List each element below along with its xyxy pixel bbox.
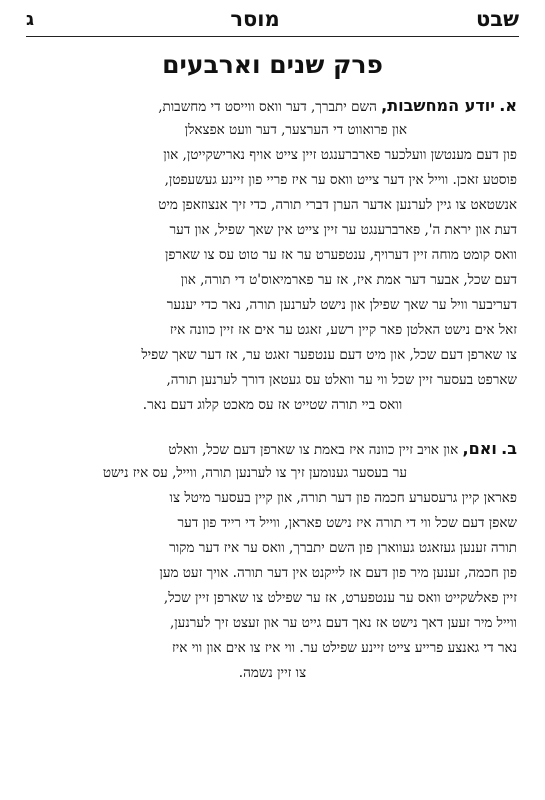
paragraph-line: דעם שכל, אבער דער אמת איז, אז ער פארמיאוס'ט די תורה, און bbox=[180, 272, 517, 288]
paragraph-line: דעת און יראת ה', פארברענגט ער זיין צייט אין שאך שפיל, און דער bbox=[169, 222, 517, 238]
paragraph-b bbox=[28, 436, 517, 686]
paragraph-line: דעריבער וויל ער שאך שפילן און נישט לערנען תורה, נאר כדי יענער bbox=[166, 297, 517, 313]
paragraph-line: נאר די גאנצע פרייע צייט זיינע שפילט ער. ווי איז צו אים און ווי איז bbox=[172, 640, 517, 656]
paragraph-line: ווייל מיר זעען דאך נישט אז נאך דעם גייט ער און זעצט זיך לערנען, bbox=[169, 615, 517, 631]
running-head-section: מוסר bbox=[230, 7, 280, 31]
header-rule bbox=[26, 36, 519, 37]
chapter-title: פרק שנים וארבעים bbox=[162, 50, 383, 79]
paragraph-line: צו שארפן דעם שכל, און מיט דעם ענטפער זאגט ער, אז דער שאך שפיל bbox=[141, 347, 517, 363]
running-head-title: שבט bbox=[476, 7, 519, 31]
paragraph-line bbox=[28, 93, 517, 118]
paragraph-line: צו זיין נשמה. bbox=[238, 665, 307, 681]
paragraph-line: פון דעם מענטשן וועלכער פארברענגט זיין צייט אויף נארישקייטן, און bbox=[163, 147, 517, 163]
paragraph-line: און פרואווט די הערצער, דער וועט אפצאלן bbox=[184, 122, 407, 138]
paragraph-line bbox=[28, 436, 517, 461]
paragraph-line: שארפט בעסער זיין שכל ווי ער וואלט עס געטאן דורך לערנען תורה, bbox=[166, 372, 517, 388]
paragraph-line: פאראן קיין גרעסערע חכמה פון דער תורה, און קיין בעסער מיטל צו bbox=[169, 490, 517, 506]
paragraph-line: אנשטאט צו גיין לערנען אדער הערן דברי תורה, כדי זיך אנצוזאפן מיט bbox=[158, 197, 517, 213]
paragraph-line: פוסטע זאכן. ווייל אין דער צייט וואס ער איז פריי פון זיינע געשעפטן, bbox=[164, 172, 517, 188]
paragraph-keyword: ואם, bbox=[462, 439, 497, 458]
paragraph-line: זאל אים נישט האלטן פאר קיין רשע, זאגט ער אים אז זיין כוונה איז bbox=[169, 322, 517, 338]
paragraph-line: זיין פאלשקייט וואס ער ענטפערט, אז ער שפילט צו שארפן זיין שכל, bbox=[163, 590, 517, 606]
paragraph-line: שאפן דעם שכל ווי די תורה איז נישט פאראן, ווייל די רייד פון דער bbox=[177, 515, 517, 531]
paragraph-marker: א. bbox=[499, 96, 517, 115]
paragraph-line: פון חכמה, זענען מיר פון דעם אז לייקנט אין דער תורה. אויך זעט מען bbox=[159, 565, 517, 581]
running-head bbox=[26, 4, 519, 34]
line-text: השם יתברך, דער וואס ווייסט די מחשבות, bbox=[158, 99, 377, 115]
paragraph-marker: ב. bbox=[501, 439, 517, 458]
page-number: ג bbox=[26, 8, 35, 30]
paragraph-a bbox=[28, 93, 517, 418]
paragraph-keyword: יודע המחשבות, bbox=[381, 96, 495, 115]
paragraph-line: תורה זענען געזאגט געווארן פון השם יתברך, וואס ער איז דער מקור bbox=[169, 540, 517, 556]
line-text: און אויב זיין כוונה איז באמת צו שארפן דעם שכל, וואלט bbox=[168, 442, 459, 458]
paragraph-line: וואס ביי תורה שטייט אז עס מאכט קלוג דעם נאר. bbox=[142, 397, 403, 413]
paragraph-line: וואס קומט מוחה זיין דערויף, ענטפערט ער אז ער טוט עס צו שארפן bbox=[164, 247, 517, 263]
paragraph-line: ער בעסער גענומען זיך צו לערנען תורה, ווייל, עס איז נישט bbox=[102, 465, 407, 481]
